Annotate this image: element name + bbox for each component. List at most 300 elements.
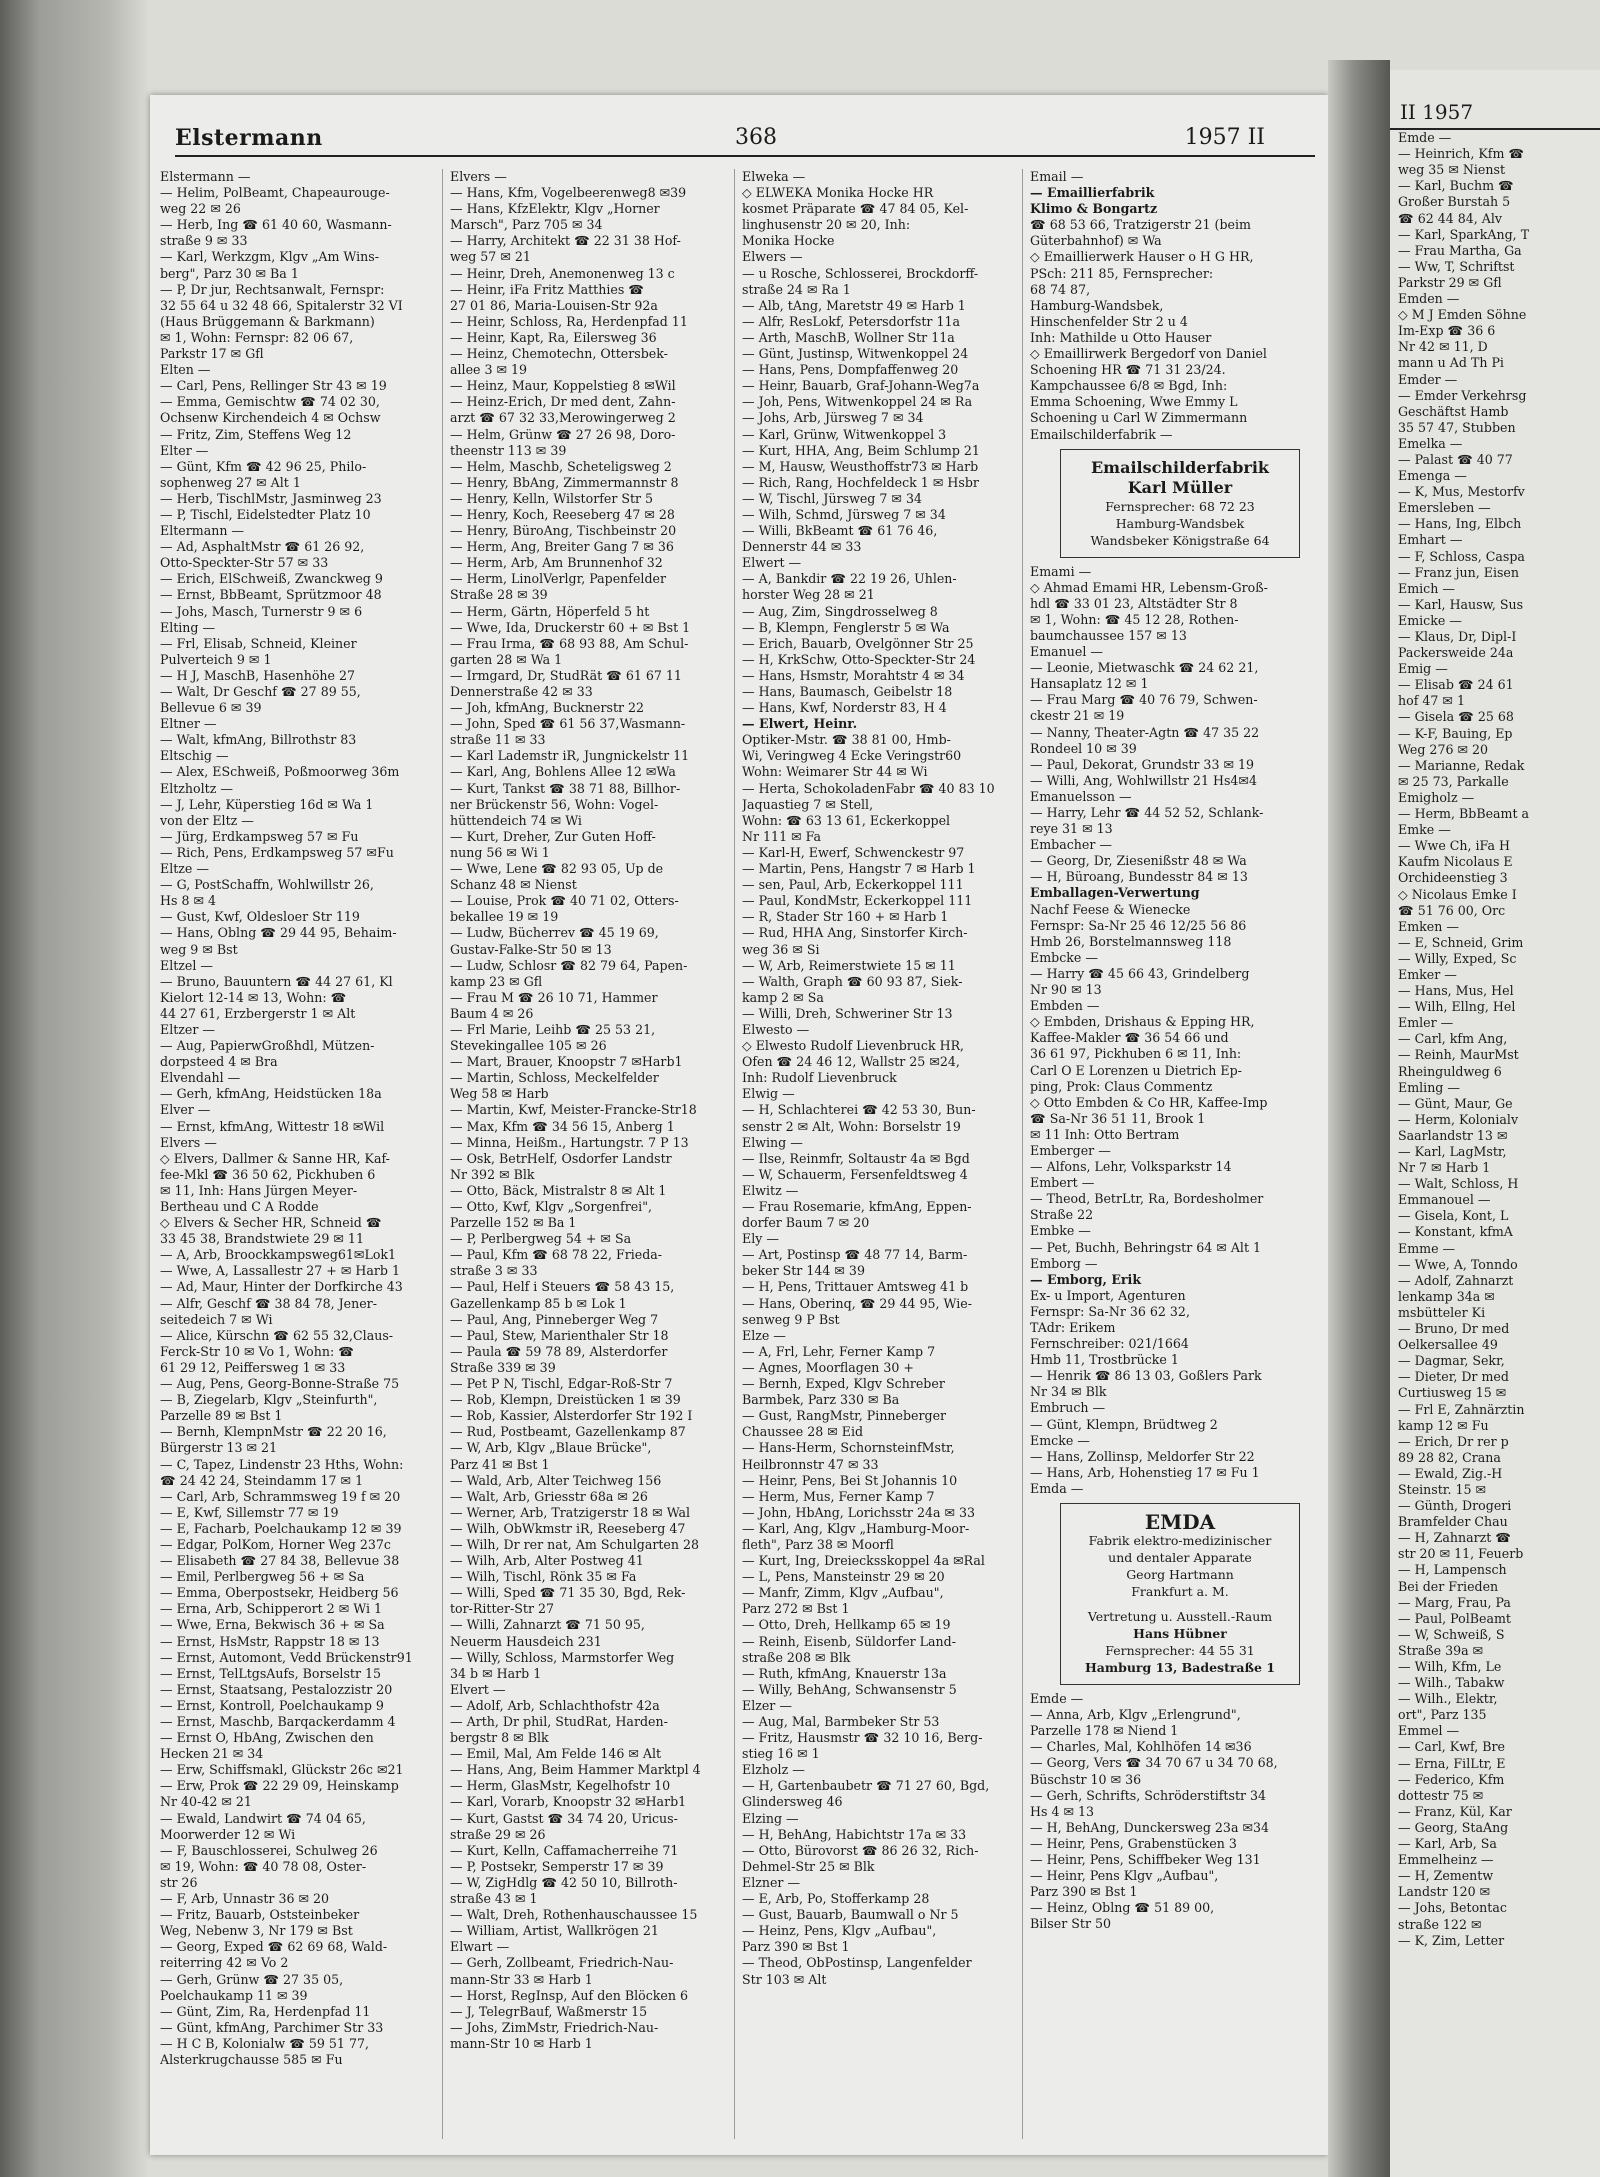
directory-entry: Elwig —: [742, 1086, 795, 1102]
directory-entry: — Ad, AsphaltMstr ☎ 61 26 92,: [160, 539, 365, 555]
directory-entry: ◇ Ahmad Emami HR, Lebensm-Groß-: [1030, 579, 1268, 595]
directory-entry: — Edgar, PolKom, Horner Weg 237c: [160, 1536, 391, 1552]
directory-entry: straße 24 ✉ Ra 1: [742, 281, 851, 297]
directory-entry: straße 29 ✉ 26: [450, 1826, 546, 1842]
directory-entry: — Emaillierfabrik: [1030, 185, 1155, 201]
directory-entry: — Minna, Heißm., Hartungstr. 7 P 13: [450, 1134, 689, 1150]
advert-street: Wandsbeker Königstraße 64: [1090, 532, 1270, 548]
directory-column-1: [160, 169, 436, 2149]
directory-entry: Großer Burstah 5: [1398, 194, 1511, 210]
directory-entry: Emken —: [1398, 918, 1459, 934]
directory-entry: — Wilh., Elektr,: [1398, 1691, 1498, 1707]
directory-entry: Emde —: [1030, 1691, 1084, 1707]
directory-entry: — Frau Rosemarie, kfmAng, Eppen-: [742, 1199, 972, 1214]
directory-entry: Dennerstraße 42 ✉ 33: [450, 684, 593, 699]
directory-entry: — Theod, BetrLtr, Ra, Bordesholmer: [1030, 1191, 1264, 1207]
directory-entry: — Herm, Arb, Am Brunnenhof 32: [450, 555, 663, 571]
directory-entry: 61 29 12, Peiffersweg 1 ✉ 33: [160, 1359, 346, 1375]
directory-entry: — Ernst, HsMstr, Rappstr 18 ✉ 13: [160, 1633, 380, 1649]
directory-entry: — Harry, Architekt ☎ 22 31 38 Hof-: [450, 233, 681, 249]
directory-entry: berg", Parz 30 ✉ Ba 1: [160, 265, 299, 281]
directory-entry: — Ernst, Kontroll, Poelchaukamp 9: [160, 1697, 384, 1713]
directory-entry: Nachf Feese & Wienecke: [1030, 901, 1191, 917]
directory-entry: — Heinr, Schloss, Ra, Herdenpfad 11: [450, 313, 688, 329]
directory-entry: — Alfr, Geschf ☎ 38 84 78, Jener-: [160, 1295, 377, 1311]
directory-entry: — Harry, Lehr ☎ 44 52 52, Schlank-: [1030, 805, 1264, 820]
directory-entry: Elzing —: [742, 1810, 799, 1826]
directory-entry: Embden —: [1030, 998, 1100, 1014]
directory-entry: Nr 392 ✉ Blk: [450, 1166, 535, 1182]
directory-entry: ☎ 68 53 66, Tratzigerstr 21 (beim: [1030, 217, 1251, 233]
directory-entry: — Heinr, Pens, Grabenstücken 3: [1030, 1835, 1237, 1851]
directory-entry: — Karl-H, Ewerf, Schwenckestr 97: [742, 844, 965, 860]
directory-entry: sophenweg 27 ✉ Alt 1: [160, 474, 301, 490]
directory-entry: Nr 111 ✉ Fa: [742, 828, 822, 844]
directory-entry: Hinschenfelder Str 2 u 4: [1030, 313, 1188, 329]
advert-line: und dentaler Apparate: [1108, 1550, 1252, 1566]
directory-entry: Baum 4 ✉ 26: [450, 1005, 534, 1021]
directory-entry: fee-Mkl ☎ 36 50 62, Pickhuben 6: [160, 1166, 376, 1182]
directory-entry: Elwitz —: [742, 1182, 799, 1198]
directory-entry: — G, PostSchaffn, Wohlwillstr 26,: [160, 877, 374, 893]
advert-city: Hamburg-Wandsbek: [1115, 515, 1245, 531]
directory-entry: mann-Str 33 ✉ Harb 1: [450, 1971, 593, 1987]
directory-entry: — Heinz, Pens, Klgv „Aufbau",: [742, 1923, 937, 1939]
directory-entry: ✉ 11, Inh: Hans Jürgen Meyer-: [160, 1182, 358, 1198]
directory-entry: Weg 276 ✉ 20: [1398, 741, 1489, 757]
directory-entry: — Elisab ☎ 24 61: [1398, 677, 1514, 693]
directory-entry: 36 61 97, Pickhuben 6 ✉ 11, Inh:: [1030, 1046, 1242, 1062]
directory-entry: — Joh, Pens, Witwenkoppel 24 ✉ Ra: [742, 394, 973, 410]
directory-entry: Parzelle 152 ✉ Ba 1: [450, 1215, 577, 1231]
directory-entry: — Wilh, Ellng, Hel: [1398, 999, 1516, 1015]
directory-entry: — Emma, Gemischtw ☎ 74 02 30,: [160, 394, 380, 410]
directory-entry: — Emder Verkehrsg: [1398, 387, 1527, 403]
directory-entry: — Karl, Buchm ☎: [1398, 178, 1514, 194]
directory-entry: ◇ M J Emden Söhne: [1398, 307, 1527, 323]
directory-entry: Wi, Veringweg 4 Ecke Veringstr60: [742, 748, 962, 764]
directory-entry: — Marianne, Redak: [1398, 757, 1525, 773]
directory-entry: weg 36 ✉ Si: [742, 941, 820, 957]
directory-entry: — Jürg, Erdkampsweg 57 ✉ Fu: [160, 828, 359, 844]
directory-entry: — Ernst O, HbAng, Zwischen den: [160, 1730, 374, 1746]
directory-entry: — E, Arb, Po, Stofferkamp 28: [742, 1891, 930, 1907]
directory-entry: — Ruth, kfmAng, Knauerstr 13a: [742, 1665, 947, 1681]
directory-entry: — Herb, Ing ☎ 61 40 60, Wasmann-: [160, 217, 392, 233]
directory-entry: ☎ 62 44 84, Alv: [1398, 210, 1503, 226]
column-4-middle-entries: [1030, 564, 1306, 1497]
directory-entry: Parz 390 ✉ Bst 1: [1030, 1884, 1138, 1900]
advert-line: Hamburg 13, Badestraße 1: [1084, 1660, 1276, 1676]
directory-entry: — Karl, SparkAng, T: [1398, 226, 1530, 242]
directory-entry: — Gerh, kfmAng, Heidstücken 18a: [160, 1086, 382, 1102]
directory-entry: — Alfons, Lehr, Volksparkstr 14: [1030, 1159, 1232, 1175]
directory-entry: Kielort 12-14 ✉ 13, Wohn: ☎: [160, 989, 347, 1005]
directory-entry: — Fritz, Hausmstr ☎ 32 10 16, Berg-: [742, 1730, 983, 1746]
directory-entry: — H, BehAng, Dunckersweg 23a ✉34: [1030, 1819, 1270, 1835]
directory-entry: — Wwe, A, Lassallestr 27 + ✉ Harb 1: [160, 1263, 400, 1279]
directory-entry: — Aug, Zim, Singdrosselweg 8: [742, 603, 938, 619]
directory-entry: Neuerm Hausdeich 231: [450, 1633, 602, 1649]
directory-entry: Straße 39a ✉: [1398, 1642, 1484, 1658]
directory-entry: Schoening HR ☎ 71 31 23/24.: [1030, 362, 1226, 378]
directory-entry: — Henry, Kelln, Wilstorfer Str 5: [450, 490, 654, 506]
directory-entry: — Rud, Postbeamt, Gazellenkamp 87: [450, 1424, 686, 1440]
directory-entry: — Wwe, Erna, Bekwisch 36 + ✉ Sa: [160, 1617, 385, 1633]
directory-entry: — Hans, Arb, Hohenstieg 17 ✉ Fu 1: [1030, 1464, 1260, 1480]
directory-entry: Parz 390 ✉ Bst 1: [742, 1939, 850, 1955]
directory-entry: — Federico, Kfm: [1398, 1771, 1505, 1787]
directory-entry: — Hans, Zollinsp, Meldorfer Str 22: [1030, 1448, 1255, 1464]
directory-entry: — Reinh, MaurMst: [1398, 1047, 1519, 1063]
directory-entry: — K, Mus, Mestorfv: [1398, 484, 1525, 500]
directory-entry: hof 47 ✉ 1: [1398, 693, 1465, 709]
directory-entry: — Herm, Kolonialv: [1398, 1111, 1519, 1127]
directory-entry: — Frau Martha, Ga: [1398, 242, 1522, 258]
directory-entry: — Heinr, Kapt, Ra, Eilersweg 36: [450, 329, 657, 345]
directory-entry: Emcke —: [1030, 1432, 1090, 1448]
directory-entry: Elwart —: [450, 1939, 510, 1955]
directory-entry: Emberger —: [1030, 1142, 1111, 1158]
directory-entry: — Hans, Baumasch, Geibelstr 18: [742, 684, 953, 699]
directory-entry: — Paula ☎ 59 78 89, Alsterdorfer: [450, 1343, 668, 1359]
directory-entry: Schoening u Carl W Zimmermann: [1030, 410, 1248, 426]
column-4-bottom-entries: [1030, 1691, 1306, 1932]
directory-entry: — Gerh, Grünw ☎ 27 35 05,: [160, 1971, 344, 1987]
directory-entry: — Willi, Dreh, Schweriner Str 13: [742, 1005, 953, 1021]
header-rule: [175, 155, 1315, 157]
directory-entry: Hamburg-Wandsbek,: [1030, 297, 1164, 313]
directory-entry: Klimo & Bongartz: [1030, 201, 1158, 217]
directory-entry: — A, Bankdir ☎ 22 19 26, Uhlen-: [742, 571, 957, 587]
directory-entry: — F, Arb, Unnastr 36 ✉ 20: [160, 1891, 330, 1907]
directory-entry: Nr 42 ✉ 11, D: [1398, 339, 1488, 355]
directory-entry: — Herm, BbBeamt a: [1398, 806, 1530, 822]
advert-phone: Fernsprecher: 68 72 23: [1105, 498, 1255, 514]
directory-entry: — J, Lehr, Küperstieg 16d ✉ Wa 1: [160, 796, 374, 812]
directory-entry: — Hans, Kwf, Norderstr 83, H 4: [742, 700, 947, 716]
directory-entry: — Hans, Oberinq, ☎ 29 44 95, Wie-: [742, 1295, 972, 1311]
directory-entry: — M, Hausw, Weusthoffstr73 ✉ Harb: [742, 458, 979, 474]
directory-entry: — W, Schauerm, Fersenfeldtsweg 4: [742, 1166, 968, 1182]
directory-entry: ☎ 24 42 24, Steindamm 17 ✉ 1: [160, 1472, 364, 1488]
directory-entry: Eltschig —: [160, 748, 229, 764]
directory-entry: ping, Prok: Claus Commentz: [1030, 1078, 1213, 1094]
directory-entry: — Irmgard, Dr, StudRät ☎ 61 67 11: [450, 667, 682, 683]
directory-entry: Elstermann —: [160, 169, 251, 184]
directory-entry: — B, Klempn, Fenglerstr 5 ✉ Wa: [742, 619, 950, 635]
directory-entry: — Kurt, HHA, Ang, Beim Schlump 21: [742, 442, 980, 458]
directory-entry: — Wilh, Kfm, Le: [1398, 1659, 1502, 1674]
directory-entry: — Paul, KondMstr, Eckerkoppel 111: [742, 893, 973, 909]
directory-entry: Weg, Nebenw 3, Nr 179 ✉ Bst: [160, 1923, 353, 1939]
directory-entry: — Adolf, Arb, Schlachthofstr 42a: [450, 1697, 660, 1713]
directory-entry: Elting —: [160, 619, 216, 635]
directory-entry: Nr 34 ✉ Blk: [1030, 1384, 1107, 1400]
directory-entry: — H, Pens, Trittauer Amtsweg 41 b: [742, 1279, 969, 1295]
directory-entry: — Georg, Dr, Ziesenißstr 48 ✉ Wa: [1030, 853, 1247, 869]
directory-entry: — J, TelegrBauf, Waßmerstr 15: [450, 2003, 648, 2019]
advert-title: EMDA: [1144, 1510, 1216, 1535]
directory-entry: — Johs, Arb, Jürsweg 7 ✉ 34: [742, 410, 924, 426]
directory-entry: Embke —: [1030, 1223, 1091, 1239]
directory-entry: Elvendahl —: [160, 1070, 241, 1086]
advert-line: Fernsprecher: 44 55 31: [1105, 1643, 1255, 1659]
directory-entry: Poelchaukamp 11 ✉ 39: [160, 1987, 308, 2003]
advert-emda: [1060, 1503, 1300, 1685]
directory-entry: ner Brückenstr 56, Wohn: Vogel-: [450, 796, 659, 812]
directory-entry: Schanz 48 ✉ Nienst: [450, 877, 577, 893]
directory-entry: Elwert —: [742, 555, 802, 571]
directory-entry: Gustav-Falke-Str 50 ✉ 13: [450, 941, 612, 957]
running-head: Elstermann: [175, 125, 323, 151]
advert-karl-mueller: [1060, 449, 1300, 558]
directory-entry: ✉ 1, Wohn: ☎ 45 12 28, Rothen-: [1030, 611, 1239, 627]
directory-entry: — Arth, Dr phil, StudRat, Harden-: [450, 1714, 668, 1729]
directory-entry: Fernspr: Sa-Nr 25 46 12/25 56 86: [1030, 917, 1247, 933]
directory-entry: — C, Tapez, Lindenstr 23 Hths, Wohn:: [160, 1456, 404, 1472]
directory-entry: — Helm, Maschb, Scheteligsweg 2: [450, 458, 672, 474]
directory-entry: — Franz jun, Eisen: [1398, 564, 1519, 580]
directory-entry: Weg 58 ✉ Harb: [450, 1086, 549, 1102]
directory-entry: — Heinr, Pens Klgv „Aufbau",: [1030, 1868, 1219, 1884]
directory-entry: — R, Stader Str 160 + ✉ Harb 1: [742, 909, 949, 925]
directory-entry: Nr 90 ✉ 13: [1030, 982, 1102, 998]
directory-entry: 44 27 61, Erzbergerstr 1 ✉ Alt: [160, 1005, 356, 1021]
directory-entry: Saarlandstr 13 ✉: [1398, 1127, 1508, 1143]
advert-line: Hans Hübner: [1133, 1626, 1227, 1642]
directory-entry: Emigholz —: [1398, 789, 1475, 805]
directory-entry: ◇ Emaillirwerk Bergedorf von Daniel: [1030, 346, 1267, 362]
directory-entry: — Aug, Mal, Barmbeker Str 53: [742, 1714, 940, 1729]
directory-entry: Emballagen-Verwertung: [1030, 885, 1200, 901]
directory-entry: Parkstr 29 ✉ Gfl: [1398, 274, 1502, 290]
directory-entry: (Haus Brüggemann & Barkmann): [160, 313, 375, 329]
directory-entry: — Rud, HHA Ang, Sinstorfer Kirch-: [742, 925, 968, 941]
directory-entry: — Günt, Kfm ☎ 42 96 25, Philo-: [160, 458, 367, 474]
directory-entry: — Max, Kfm ☎ 34 56 15, Anberg 1: [450, 1118, 675, 1134]
directory-entry: Elweka —: [742, 169, 806, 184]
directory-entry: Elver —: [160, 1102, 211, 1118]
directory-entry: Oelkersallee 49: [1398, 1337, 1498, 1353]
directory-entry: — Willi, Ang, Wohlwillstr 21 Hs4✉4: [1030, 772, 1257, 788]
directory-entry: Elwers —: [742, 249, 803, 265]
directory-entry: — Walt, Dreh, Rothenhauschaussee 15: [450, 1907, 698, 1923]
directory-entry: theenstr 113 ✉ 39: [450, 442, 567, 458]
directory-entry: — Emil, Mal, Am Felde 146 ✉ Alt: [450, 1746, 662, 1762]
directory-entry: Parz 41 ✉ Bst 1: [450, 1456, 550, 1472]
directory-entry: Nr 40-42 ✉ 21: [160, 1794, 252, 1810]
directory-entry: — Walt, Dr Geschf ☎ 27 89 55,: [160, 684, 361, 699]
directory-entry: — Herb, TischlMstr, Jasminweg 23: [160, 490, 382, 506]
directory-entry: Hmb 26, Borstelmannsweg 118: [1030, 933, 1232, 949]
directory-entry: Ferck-Str 10 ✉ Vo 1, Wohn: ☎: [160, 1343, 354, 1359]
directory-entry: ◇ ELWEKA Monika Hocke HR: [742, 185, 934, 201]
directory-entry: — P, Perlbergweg 54 + ✉ Sa: [450, 1231, 632, 1247]
directory-entry: — H, Gartenbaubetr ☎ 71 27 60, Bgd,: [742, 1778, 990, 1794]
directory-entry: beker Str 144 ✉ 39: [742, 1263, 865, 1279]
directory-entry: TAdr: Erikem: [1030, 1320, 1116, 1335]
directory-entry: Heilbronnstr 47 ✉ 33: [742, 1456, 879, 1472]
directory-entry: — Herm, Gärtn, Höperfeld 5 ht: [450, 603, 650, 619]
directory-entry: — Karl, Arb, Sa: [1398, 1836, 1497, 1852]
directory-entry: — Herm, Mus, Ferner Kamp 7: [742, 1488, 935, 1504]
directory-entry: Emailschilderfabrik —: [1030, 426, 1173, 442]
directory-entry: Glindersweg 46: [742, 1794, 843, 1810]
directory-entry: — Ludw, Bücherrev ☎ 45 19 69,: [450, 925, 659, 941]
directory-entry: Curtiusweg 15 ✉: [1398, 1385, 1507, 1401]
directory-entry: ckestr 21 ✉ 19: [1030, 708, 1125, 724]
directory-entry: — Ernst, TelLtgsAufs, Borselstr 15: [160, 1665, 382, 1681]
directory-entry: — H, Zementw: [1398, 1868, 1494, 1884]
directory-entry: — Pet, Buchh, Behringstr 64 ✉ Alt 1: [1030, 1239, 1262, 1255]
directory-entry: Elten —: [160, 362, 211, 378]
directory-entry: — Dagmar, Sekr,: [1398, 1353, 1505, 1369]
directory-entry: — B, Ziegelarb, Klgv „Steinfurth",: [160, 1392, 378, 1408]
directory-entry: — Günt, Zim, Ra, Herdenpfad 11: [160, 2003, 371, 2019]
directory-entry: Eltermann —: [160, 523, 245, 539]
directory-entry: Optiker-Mstr. ☎ 38 81 00, Hmb-: [742, 732, 951, 748]
directory-entry: — Bernh, Exped, Klgv Schreber: [742, 1376, 945, 1392]
directory-entry: Elzner —: [742, 1874, 801, 1890]
directory-entry: — Heinr, Pens, Schiffbeker Weg 131: [1030, 1851, 1261, 1867]
directory-entry: — sen, Paul, Arb, Eckerkoppel 111: [742, 877, 964, 893]
directory-entry: Elvers —: [450, 169, 507, 184]
directory-entry: — John, HbAng, Lorichsstr 24a ✉ 33: [742, 1504, 976, 1520]
directory-entry: — Franz, Kül, Kar: [1398, 1803, 1512, 1819]
directory-entry: — Paul, Ang, Pinneberger Weg 7: [450, 1311, 659, 1327]
directory-entry: — Dieter, Dr med: [1398, 1369, 1509, 1385]
directory-entry: — Emma, Oberpostsekr, Heidberg 56: [160, 1585, 399, 1601]
directory-entry: weg 22 ✉ 26: [160, 201, 241, 217]
directory-page-left: [150, 95, 1328, 2155]
directory-entry: Fernspr: Sa-Nr 36 62 32,: [1030, 1303, 1190, 1319]
directory-entry: Emelka —: [1398, 435, 1463, 451]
directory-entry: — Heinr, Dreh, Anemonenweg 13 c: [450, 265, 675, 281]
directory-entry: Elzer —: [742, 1697, 792, 1713]
directory-entry: — W, Tischl, Jürsweg 7 ✉ 34: [742, 490, 922, 506]
directory-entry: hdl ☎ 33 01 23, Altstädter Str 8: [1030, 595, 1238, 611]
directory-entry: stieg 16 ✉ 1: [742, 1746, 820, 1762]
directory-entry: — F, Schloss, Caspa: [1398, 548, 1525, 564]
directory-entry: — Alice, Kürschn ☎ 62 55 32,Claus-: [160, 1327, 394, 1343]
directory-entry: senstr 2 ✉ Alt, Wohn: Borselstr 19: [742, 1118, 961, 1134]
directory-entry: — A, Arb, Broockkampsweg61✉Lok1: [160, 1247, 397, 1263]
directory-entry: — Otto, Bürovorst ☎ 86 26 32, Rich-: [742, 1842, 979, 1858]
directory-entry: Kaufm Nicolaus E: [1398, 854, 1513, 870]
directory-entry: Bertheau und C A Rodde: [160, 1199, 319, 1214]
directory-entry: ◇ Elvers, Dallmer & Sanne HR, Kaf-: [160, 1150, 390, 1166]
directory-entry: — Heinr, Bauarb, Graf-Johann-Weg7a: [742, 378, 980, 394]
directory-entry: — Ewald, Zig.-H: [1398, 1465, 1503, 1481]
advert-line: Fabrik elektro-medizinischer: [1088, 1533, 1272, 1549]
directory-entry: — Henrik ☎ 86 13 03, Goßlers Park: [1030, 1368, 1262, 1384]
column-divider: [734, 169, 735, 2139]
directory-entry: Embruch —: [1030, 1400, 1106, 1416]
directory-entry: — Nanny, Theater-Agtn ☎ 47 35 22: [1030, 724, 1260, 740]
directory-entry: — Ernst, Staatsang, Pestalozzistr 20: [160, 1681, 393, 1697]
directory-entry: — Erich, Bauarb, Ovelgönner Str 25: [742, 635, 974, 651]
directory-entry: dorfer Baum 7 ✉ 20: [742, 1215, 870, 1231]
directory-entry: — Heinz-Erich, Dr med dent, Zahn-: [450, 394, 676, 410]
directory-entry: — Heinr, Pens, Bei St Johannis 10: [742, 1472, 958, 1488]
directory-entry: — Rob, Klempn, Dreistücken 1 ✉ 39: [450, 1392, 681, 1408]
directory-entry: — Bernh, KlempnMstr ☎ 22 20 16,: [160, 1424, 387, 1440]
directory-entry: nung 56 ✉ Wi 1: [450, 844, 550, 860]
directory-entry: — Georg, Exped ☎ 62 69 68, Wald-: [160, 1939, 388, 1955]
directory-entry: — Günt, Justinsp, Witwenkoppel 24: [742, 346, 969, 362]
directory-entry: Güterbahnhof) ✉ Wa: [1030, 233, 1162, 249]
directory-entry: — H J, MaschB, Hasenhöhe 27: [160, 667, 355, 683]
directory-entry: ✉ 25 73, Parkalle: [1398, 773, 1509, 789]
directory-entry: — Heinz, Maur, Koppelstieg 8 ✉Wil: [450, 378, 676, 394]
directory-entry: — Emil, Perlbergweg 56 + ✉ Sa: [160, 1569, 365, 1585]
directory-entry: kamp 12 ✉ Fu: [1398, 1417, 1489, 1433]
directory-entry: straße 9 ✉ 33: [160, 233, 248, 249]
directory-entry: ort", Parz 135: [1398, 1707, 1487, 1723]
directory-entry: — W, ZigHdlg ☎ 42 50 10, Billroth-: [450, 1874, 678, 1890]
directory-entry: — Walt, kfmAng, Billrothstr 83: [160, 732, 357, 748]
directory-entry: — Kurt, Kelln, Caffamacherreihe 71: [450, 1842, 679, 1858]
directory-entry: Emanuelsson —: [1030, 788, 1132, 804]
directory-entry: Embert —: [1030, 1175, 1095, 1191]
directory-entry: 33 45 38, Brandstwiete 29 ✉ 11: [160, 1231, 364, 1247]
directory-entry: — Frl, Elisab, Schneid, Kleiner: [160, 635, 357, 651]
directory-entry: — Kurt, Tankst ☎ 38 71 88, Billhor-: [450, 780, 681, 796]
directory-entry: — Wwe, Lene ☎ 82 93 05, Up de: [450, 861, 664, 877]
directory-entry: straße 3 ✉ 33: [450, 1263, 538, 1279]
directory-entry: Emme —: [1398, 1240, 1456, 1256]
directory-entry: — Hans, Ing, Elbch: [1398, 516, 1522, 532]
directory-entry: — Frl E, Zahnärztin: [1398, 1401, 1525, 1417]
directory-entry: Str 103 ✉ Alt: [742, 1971, 827, 1987]
directory-entry: lenkamp 34a ✉: [1398, 1288, 1495, 1304]
directory-entry: Ex- u Import, Agenturen: [1030, 1287, 1186, 1303]
directory-entry: — Alfr, ResLokf, Petersdorfstr 11a: [742, 313, 960, 329]
directory-entry: Monika Hocke: [742, 233, 835, 249]
advert-company: Karl Müller: [1127, 477, 1233, 497]
directory-entry: Kampchaussee 6/8 ✉ Bgd, Inh:: [1030, 378, 1228, 394]
directory-entry: — Werner, Arb, Tratzigerstr 18 ✉ Wal: [450, 1504, 691, 1520]
directory-entry: — Alb, tAng, Maretstr 49 ✉ Harb 1: [742, 297, 966, 313]
directory-entry: seitedeich 7 ✉ Wi: [160, 1311, 273, 1327]
directory-entry: — Helm, Grünw ☎ 27 26 98, Doro-: [450, 426, 676, 442]
directory-entry: — E, Schneid, Grim: [1398, 934, 1524, 950]
directory-entry: — Erna, Arb, Schipperort 2 ✉ Wi 1: [160, 1601, 383, 1617]
directory-entry: Straße 28 ✉ 39: [450, 587, 548, 603]
directory-entry: ☎ Sa-Nr 36 51 11, Brook 1: [1030, 1110, 1206, 1126]
directory-entry: — Frau Irma, ☎ 68 93 88, Am Schul-: [450, 635, 689, 651]
directory-entry: Emhart —: [1398, 532, 1463, 548]
directory-entry: — Carl, Pens, Rellinger Str 43 ✉ 19: [160, 378, 387, 394]
directory-entry: — Klaus, Dr, Dipl-I: [1398, 629, 1517, 644]
directory-entry: Eltzholtz —: [160, 780, 233, 796]
directory-entry: Emig —: [1398, 661, 1448, 677]
directory-entry: Straße 339 ✉ 39: [450, 1359, 556, 1375]
directory-entry: Emmanouel —: [1398, 1192, 1491, 1208]
directory-entry: mann-Str 10 ✉ Harb 1: [450, 2035, 593, 2051]
directory-entry: — Ewald, Landwirt ☎ 74 04 65,: [160, 1810, 366, 1826]
directory-entry: Inh: Mathilde u Otto Hauser: [1030, 329, 1212, 345]
directory-entry: — Frl Marie, Leihb ☎ 25 53 21,: [450, 1021, 656, 1037]
directory-entry: Emich —: [1398, 580, 1455, 596]
directory-entry: — Fritz, Bauarb, Oststeinbeker: [160, 1907, 360, 1923]
directory-entry: — Willi, BkBeamt ☎ 61 76 46,: [742, 523, 938, 539]
directory-entry: — Herm, GlasMstr, Kegelhofstr 10: [450, 1778, 671, 1794]
directory-entry: Dennerstr 44 ✉ 33: [742, 539, 862, 555]
directory-entry: Straße 22: [1030, 1207, 1094, 1223]
directory-entry: Hmb 11, Trostbrücke 1: [1030, 1352, 1179, 1368]
